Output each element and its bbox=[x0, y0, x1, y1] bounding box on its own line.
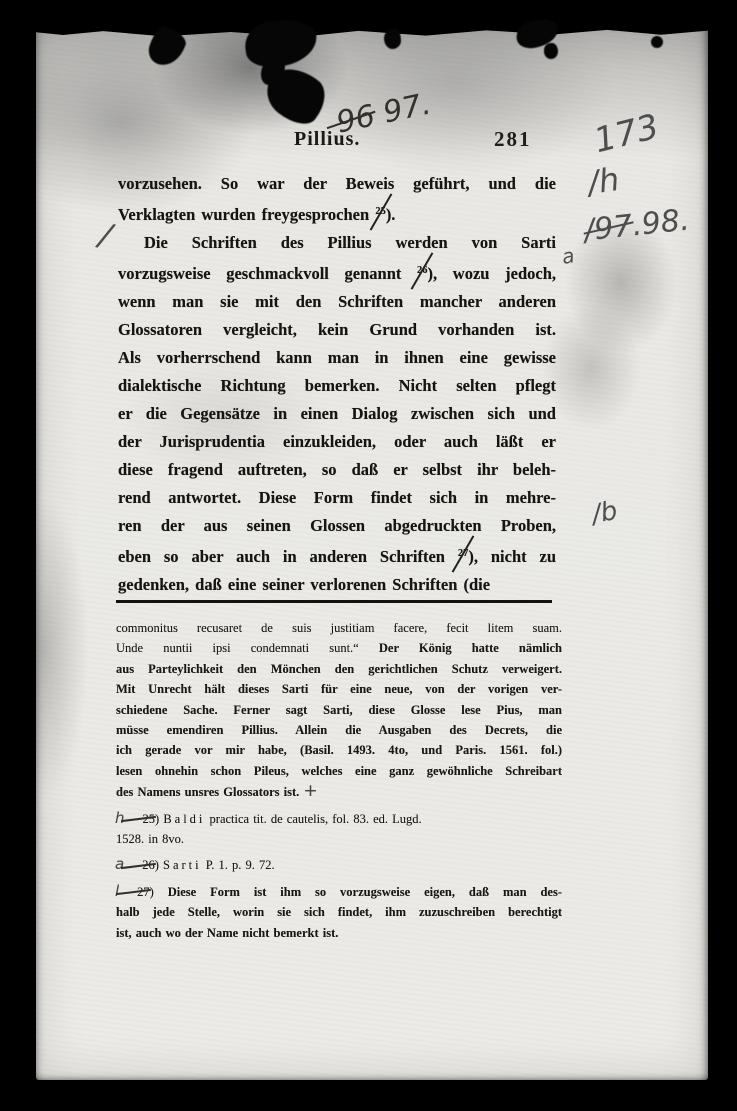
footnote-separator bbox=[116, 600, 552, 603]
handwritten-old-page-struck: 97 bbox=[592, 208, 635, 248]
footnote-line: müsse emendiren Pillius. Allein die Ausgaben des Decrets, die bbox=[116, 723, 562, 738]
text-line: diese fragend auftreten, so daß er selbst ihr beleh- bbox=[118, 460, 556, 479]
handwritten-slash: / bbox=[582, 212, 597, 249]
handwritten-folio-number: 173 bbox=[590, 106, 663, 162]
footnote-line: l 27) Diese Form ist ihm so vorzugsweise eigen, daß man des- bbox=[116, 881, 562, 902]
text-line: wenn man sie mit den Schriften mancher anderen bbox=[118, 292, 556, 311]
footnote-line: schiedene Sache. Ferner sagt Sarti, diese Glosse lese Pius, man bbox=[116, 702, 562, 717]
footnote-line: lesen ohnehin schon Pileus, welches eine ganz gewöhnliche Schreibart bbox=[116, 763, 562, 778]
footnote-26 bbox=[116, 854, 562, 875]
handwritten-old-number-struck: 96 bbox=[333, 98, 379, 141]
footnote-line: ist, auch wo der Name nicht bemerkt ist. bbox=[116, 925, 339, 940]
text-line: rend antwortet. Diese Form findet sich in mehre- bbox=[118, 488, 556, 507]
footnote-line: 1528. in 8vo. bbox=[116, 832, 184, 847]
footnote-block bbox=[116, 618, 562, 943]
footnote-line: ich gerade vor mir habe, (Basil. 1493. 4to, und Paris. 1561. fol.) bbox=[116, 743, 562, 758]
handwritten-new-page: .98. bbox=[630, 202, 692, 244]
page-number: 281 bbox=[494, 127, 532, 151]
running-title: Pillius. bbox=[294, 128, 361, 150]
footnote-line: aus Parteylichkeit den Mönchen den gerichtlichen Schutz verweigert. bbox=[116, 661, 562, 676]
footnote-line: a 26) Sarti P. 1. p. 9. 72. bbox=[116, 854, 562, 875]
footnote-line: h 25) Baldi practica tit. de cautelis, fol. 83. ed. Lugd. bbox=[116, 808, 562, 829]
handwritten-cross-mark: + bbox=[303, 781, 318, 802]
ink-blot bbox=[544, 43, 558, 59]
footnote-line: des Namens unsres Glossators ist. + bbox=[116, 781, 318, 802]
ink-blot bbox=[651, 36, 663, 48]
text-line: der Jurisprudentia einzukleiden, oder auch läßt er bbox=[118, 432, 556, 451]
footnote-marker-struck: 26 bbox=[417, 257, 428, 285]
footnote-line: Mit Unrecht hält dieses Sarti für eine neue, von der vorigen ver- bbox=[116, 682, 562, 697]
footnote-marker-struck: 27 bbox=[458, 540, 469, 568]
handwritten-margin-h: /h bbox=[585, 160, 622, 202]
text-line: vorzusehen. So war der Beweis geführt, und die bbox=[118, 174, 556, 193]
text-line: Als vorherrschend kann man in ihnen eine gewisse bbox=[118, 348, 556, 367]
text-line: Glossatoren vergleicht, kein Grund vorhanden ist. bbox=[118, 320, 556, 339]
text-line: gedenken, daß eine seiner verlorenen Schriften (die bbox=[118, 575, 491, 594]
handwritten-new-number: 97. bbox=[380, 86, 435, 131]
text-line: vorzugsweise geschmackvoll genannt $^{26}$), wozu jedoch, bbox=[118, 257, 556, 288]
handwritten-note-letter: l bbox=[115, 881, 120, 900]
handwritten-paragraph-slash: / bbox=[96, 215, 115, 255]
footnote-number-struck: 27 bbox=[123, 882, 150, 902]
footnote-number-struck: 26 bbox=[128, 855, 155, 875]
handwritten-margin-a: a bbox=[560, 243, 577, 269]
footnote-27 bbox=[116, 881, 562, 943]
footnote-line: halb jede Stelle, worin sie sich findet, ihm zuzuschreiben berechtigt bbox=[116, 905, 562, 920]
ink-blot bbox=[145, 24, 189, 71]
text-line: Verklagten wurden freygesprochen $^{25}$). bbox=[118, 198, 556, 229]
handwritten-note-letter: h bbox=[115, 808, 125, 827]
text-line: ren der aus seinen Glossen abgedruckten Proben, bbox=[118, 516, 556, 535]
footnote-continuation bbox=[116, 618, 562, 803]
author-name: Sarti bbox=[163, 858, 202, 873]
text-line: eben so aber auch in anderen Schriften $^{27}$), nicht zu bbox=[118, 540, 556, 571]
body-text bbox=[118, 170, 556, 599]
footnote-marker-struck: 25 bbox=[375, 198, 386, 226]
text-line: dialektische Richtung bemerken. Nicht selten pflegt bbox=[118, 376, 556, 395]
handwritten-margin-b: /b bbox=[589, 496, 620, 530]
footnote-number-struck: 25 bbox=[129, 809, 156, 829]
handwritten-note-letter: a bbox=[115, 855, 125, 874]
text-line: Die Schriften des Pillius werden von Sarti bbox=[144, 233, 556, 252]
scanned-book-page bbox=[36, 28, 708, 1080]
footnote-line: Unde nuntii ipsi condemnati sunt.“ Der König hatte nämlich bbox=[116, 641, 562, 656]
footnote-line: commonitus recusaret de suis justitiam facere, fecit litem suam. bbox=[116, 621, 562, 635]
footnote-25 bbox=[116, 808, 562, 850]
text-line: er die Gegensätze in einen Dialog zwischen sich und bbox=[118, 404, 556, 423]
ink-blot bbox=[384, 28, 401, 49]
author-name: Baldi bbox=[163, 811, 206, 826]
